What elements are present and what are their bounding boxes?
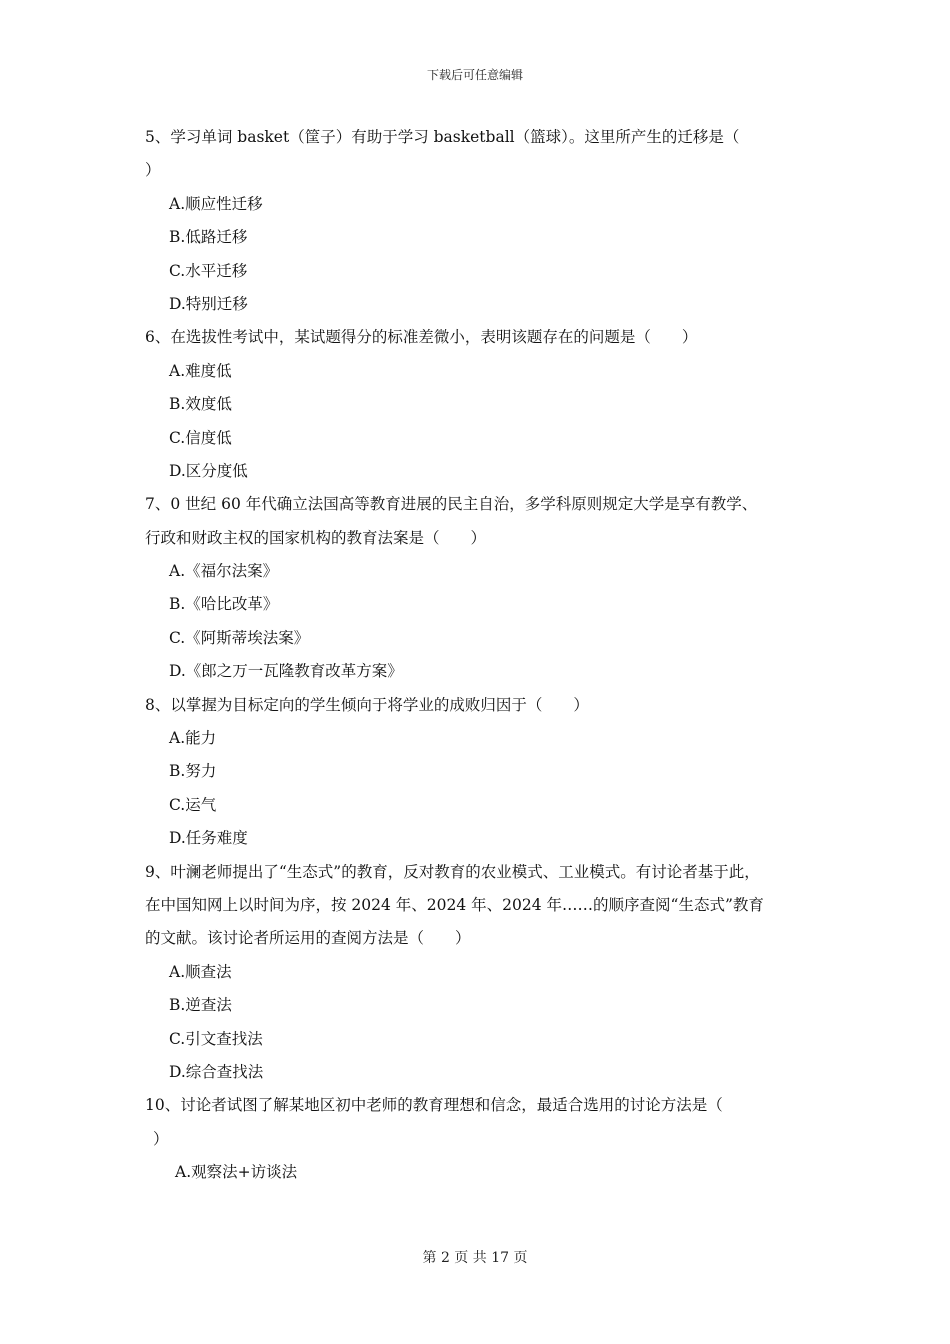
- option-8b: B.努力: [169, 762, 217, 781]
- option-7d: D.《郎之万一瓦隆教育改革方案》: [169, 662, 403, 681]
- question-10: 10、讨论者试图了解某地区初中老师的教育理想和信念，最适合选用的讨论方法是（: [145, 1096, 723, 1115]
- option-6d: D.区分度低: [169, 461, 248, 480]
- option-8a: A.能力: [169, 729, 217, 748]
- question-7: 7、0 世纪 60 年代确立法国高等教育进展的民主自治，多学科原则规定大学是享有教学、: [145, 495, 758, 514]
- option-8c: C.运气: [169, 795, 217, 814]
- option-5a: A.顺应性迁移: [169, 194, 263, 213]
- option-10a: A.观察法+访谈法: [175, 1163, 298, 1182]
- page-footer: 第 2 页 共 17 页: [422, 1250, 528, 1266]
- question-5: 5、学习单词 basket（筐子）有助于学习 basketball（篮球）。这里所产生的迁移是（: [145, 128, 740, 146]
- question-9-continuation-1: 在中国知网上以时间为序，按 2024 年、2024 年、2024 年……的顺序查阅“生态式”教育: [145, 895, 764, 914]
- option-6a: A.难度低: [169, 361, 232, 380]
- option-7a: A.《福尔法案》: [169, 562, 279, 581]
- option-9c: C.引文查找法: [169, 1029, 263, 1048]
- question-5-continuation: ）: [145, 161, 161, 180]
- question-9-continuation-2: 的文献。该讨论者所运用的查阅方法是（ ）: [145, 929, 471, 948]
- option-7b: B.《哈比改革》: [169, 595, 279, 614]
- option-8d: D.任务难度: [169, 829, 248, 848]
- option-6b: B.效度低: [169, 395, 232, 414]
- option-5d: D.特别迁移: [169, 294, 248, 313]
- question-9: 9、叶澜老师提出了“生态式”的教育，反对教育的农业模式、工业模式。有讨论者基于此，: [145, 862, 760, 881]
- option-5b: B.低路迁移: [169, 228, 248, 247]
- question-10-continuation: ）: [153, 1129, 169, 1148]
- option-6c: C.信度低: [169, 428, 232, 447]
- question-8: 8、以掌握为目标定向的学生倾向于将学业的成败归因于（ ）: [145, 695, 589, 714]
- option-5c: C.水平迁移: [169, 261, 248, 280]
- option-9a: A.顺查法: [169, 962, 232, 981]
- page-header: 下载后可任意编辑: [426, 68, 523, 82]
- option-9d: D.综合查找法: [169, 1062, 264, 1081]
- question-list: [145, 121, 810, 1190]
- question-6: 6、在选拔性考试中，某试题得分的标准差微小，表明该题存在的问题是（ ）: [145, 328, 698, 347]
- option-9b: B.逆查法: [169, 996, 232, 1015]
- option-7c: C.《阿斯蒂埃法案》: [169, 628, 310, 647]
- question-7-continuation: 行政和财政主权的国家机构的教育法案是（ ）: [145, 528, 487, 547]
